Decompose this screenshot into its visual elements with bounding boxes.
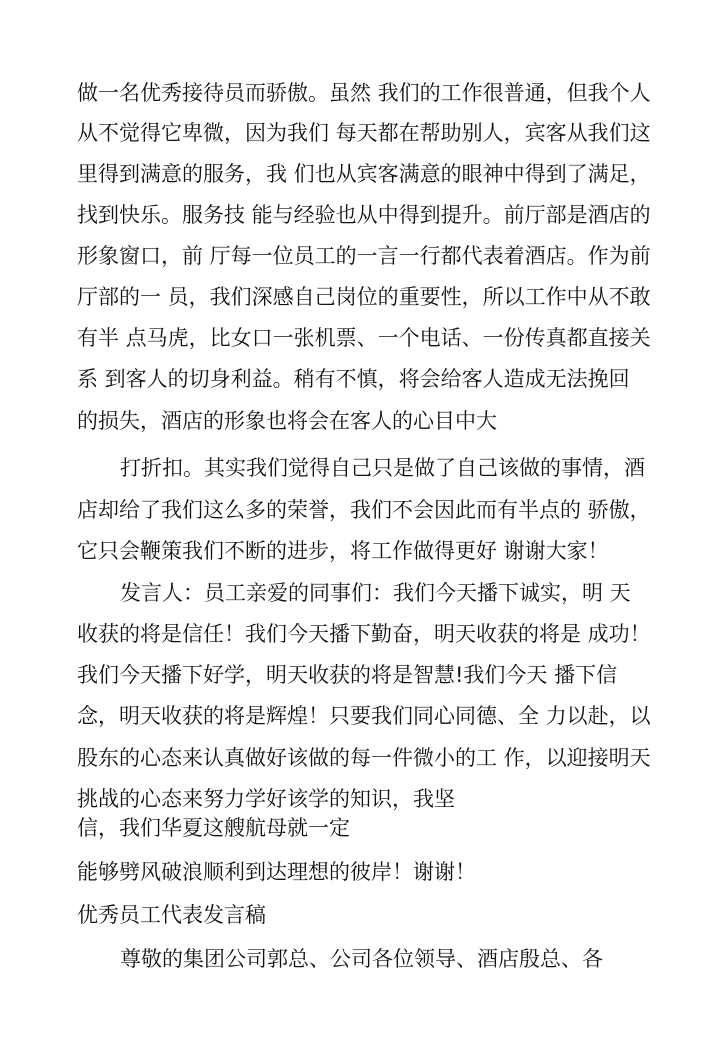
text-line-8: 系 到客人的切身利益。稍有不慎，将会给客人造成无法挽回 <box>77 367 630 391</box>
text-line-15: 我们今天播下好学，明天收获的将是智慧!我们今天 播下信 <box>77 663 618 687</box>
text-line-14: 收获的将是信任！我们今天播下勤奋，明天收获的将是 成功！ <box>77 622 651 646</box>
text-line-18: 挑战的心态来努力学好该学的知识，我坚 <box>77 787 455 811</box>
section-heading: 优秀员工代表发言稿 <box>77 903 266 927</box>
text-line-19: 信，我们华夏这艘航母就一定 <box>77 816 350 840</box>
text-line-1: 做一名优秀接待员而骄傲。虽然 我们的工作很普通，但我个人 <box>77 81 651 105</box>
text-line-7: 有半 点马虎，比女口一张机票、一个电话、一份传真都直接关 <box>77 326 651 350</box>
text-line-10: 打折扣。其实我们觉得自己只是做了自己该做的事情，酒 <box>120 456 645 480</box>
text-line-4: 找到快乐。服务技 能与经验也从中得到提升。前厅部是酒店的 <box>77 203 651 227</box>
text-line-17: 股东的心态来认真做好该做的每一件微小的工 作，以迎接明天 <box>77 746 651 770</box>
text-line-20: 能够劈风破浪顺利到达理想的彼岸！谢谢！ <box>77 860 476 884</box>
text-line-11: 店却给了我们这么多的荣誉，我们不会因此而有半点的 骄傲， <box>77 498 651 522</box>
text-line-16: 念，明天收获的将是辉煌！只要我们同心同德、全 力以赴，以 <box>77 704 651 728</box>
text-line-5: 形象窗口，前 厅每一位员工的一言一行都代表着酒店。作为前 <box>77 244 651 268</box>
text-line-22: 尊敬的集团公司郭总、公司各位领导、酒店殷总、各 <box>120 947 603 971</box>
text-line-13: 发言人：员工亲爱的同事们：我们今天播下诚实，明 天 <box>120 581 631 605</box>
text-line-9: 的损失，酒店的形象也将会在客人的心目中大 <box>77 409 497 433</box>
text-line-2: 从不觉得它卑微，因为我们 每天都在帮助别人，宾客从我们这 <box>77 121 651 145</box>
text-line-6: 厅部的一 员，我们深感自己岗位的重要性，所以工作中从不敢 <box>77 285 651 309</box>
text-line-3: 里得到满意的服务，我 们也从宾客满意的眼神中得到了满足， <box>77 162 651 186</box>
text-line-12: 它只会鞭策我们不断的进步，将工作做得更好 谢谢大家！ <box>77 539 609 563</box>
